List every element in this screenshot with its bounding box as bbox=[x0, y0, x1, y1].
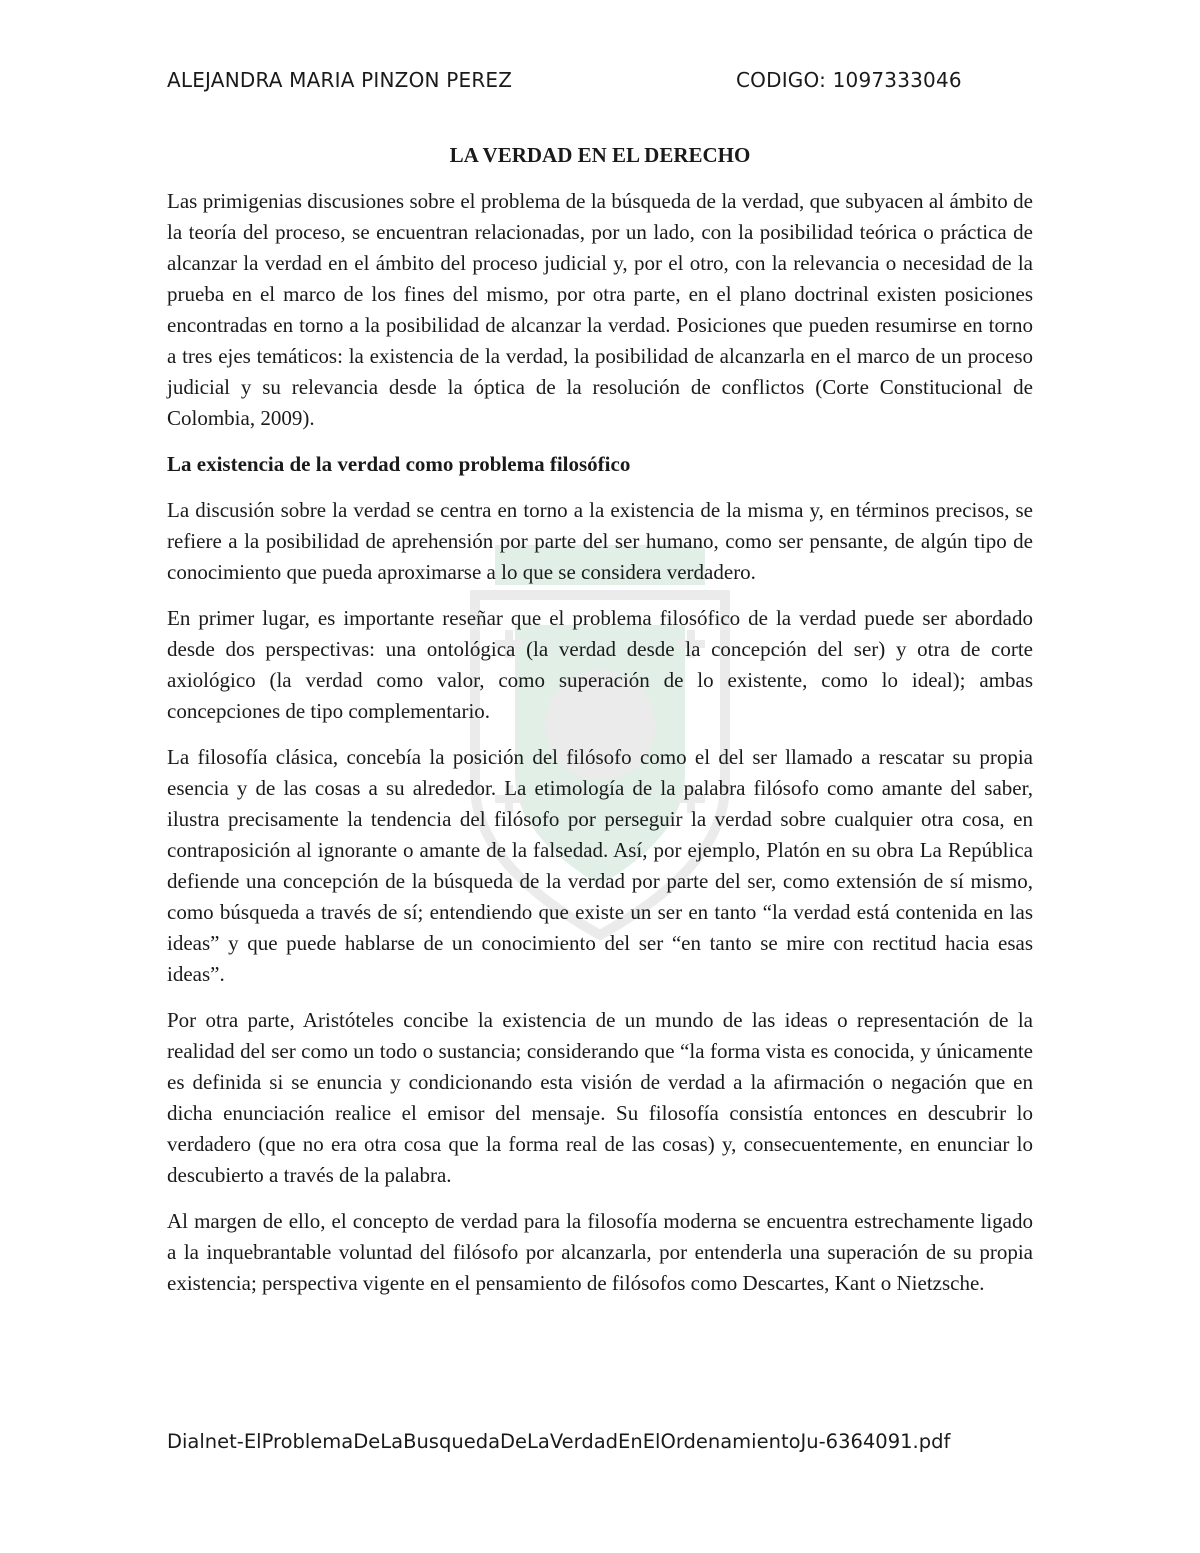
paragraph: En primer lugar, es importante reseñar que el problema filosófico de la verdad puede ser abordado desde dos perspectivas: una ontológica (la verdad desde la concepción del ser) y otra de corte axiológico (la verdad como valor, como superación de lo existente, como lo ideal); ambas concepciones de tipo complementario. bbox=[167, 606, 1033, 723]
paragraph: La filosofía clásica, concebía la posición del filósofo como el del ser llamado a rescatar su propia esencia y de las cosas a su alrededor. La etimología de la palabra filósofo como amante del saber, ilustra precisamente la tendencia del filósofo por perseguir la verdad sobre cualquier otra cosa, en contraposición al ignorante o amante de la falsedad. Así, por ejemplo, Platón en su obra La República defiende una concepción de la búsqueda de la verdad por parte del ser, como extensión de sí mismo, como búsqueda a través de sí; entendiendo que existe un ser en tanto “la verdad está contenida en las ideas” y que puede hablarse de un conocimiento del ser “en tanto se mire con rectitud hacia esas ideas”. bbox=[167, 745, 1033, 986]
student-code: CODIGO: 1097333046 bbox=[736, 68, 962, 92]
page-header bbox=[167, 68, 1047, 100]
paragraph: Al margen de ello, el concepto de verdad para la filosofía moderna se encuentra estrechamente ligado a la inquebrantable voluntad del filósofo por alcanzarla, por entenderla una superación de su propia existencia; perspectiva vigente en el pensamiento de filósofos como Descartes, Kant o Nietzsche. bbox=[167, 1209, 1033, 1295]
paragraph: Las primigenias discusiones sobre el problema de la búsqueda de la verdad, que subyacen al ámbito de la teoría del proceso, se encuentran relacionadas, por un lado, con la posibilidad teórica o práctica de alcanzar la verdad en el ámbito del proceso judicial y, por el otro, con la relevancia o necesidad de la prueba en el marco de los fines del mismo, por otra parte, en el plano doctrinal existen posiciones encontradas en torno a la posibilidad de alcanzar la verdad. Posiciones que pueden resumirse en torno a tres ejes temáticos: la existencia de la verdad, la posibilidad de alcanzarla en el marco de un proceso judicial y su relevancia desde la óptica de la resolución de conflictos (Corte Constitucional de Colombia, 2009). bbox=[167, 189, 1033, 430]
document-title: LA VERDAD EN EL DERECHO bbox=[449, 143, 751, 167]
author-name: ALEJANDRA MARIA PINZON PEREZ bbox=[167, 68, 513, 92]
section-heading: La existencia de la verdad como problema filosófico bbox=[167, 452, 631, 476]
paragraph: La discusión sobre la verdad se centra en torno a la existencia de la misma y, en términos precisos, se refiere a la posibilidad de aprehensión por parte del ser humano, como ser pensante, de algún tipo de conocimiento que pueda aproximarse a lo que se considera verdadero. bbox=[167, 498, 1033, 584]
paragraph: Por otra parte, Aristóteles concibe la existencia de un mundo de las ideas o representación de la realidad del ser como un todo o sustancia; considerando que “la forma vista es conocida, y únicamente es definida si se enuncia y condicionando esta visión de verdad a la afirmación o negación que en dicha enunciación realice el emisor del mensaje. Su filosofía consistía entonces en descubrir lo verdadero (que no era otra cosa que la forma real de las cosas) y, consecuentemente, en enunciar lo descubierto a través de la palabra. bbox=[167, 1008, 1033, 1187]
source-footer: Dialnet-ElProblemaDeLaBusquedaDeLaVerdadEnElOrdenamientoJu-6364091.pdf bbox=[167, 1430, 951, 1453]
document-body bbox=[167, 140, 1033, 1314]
